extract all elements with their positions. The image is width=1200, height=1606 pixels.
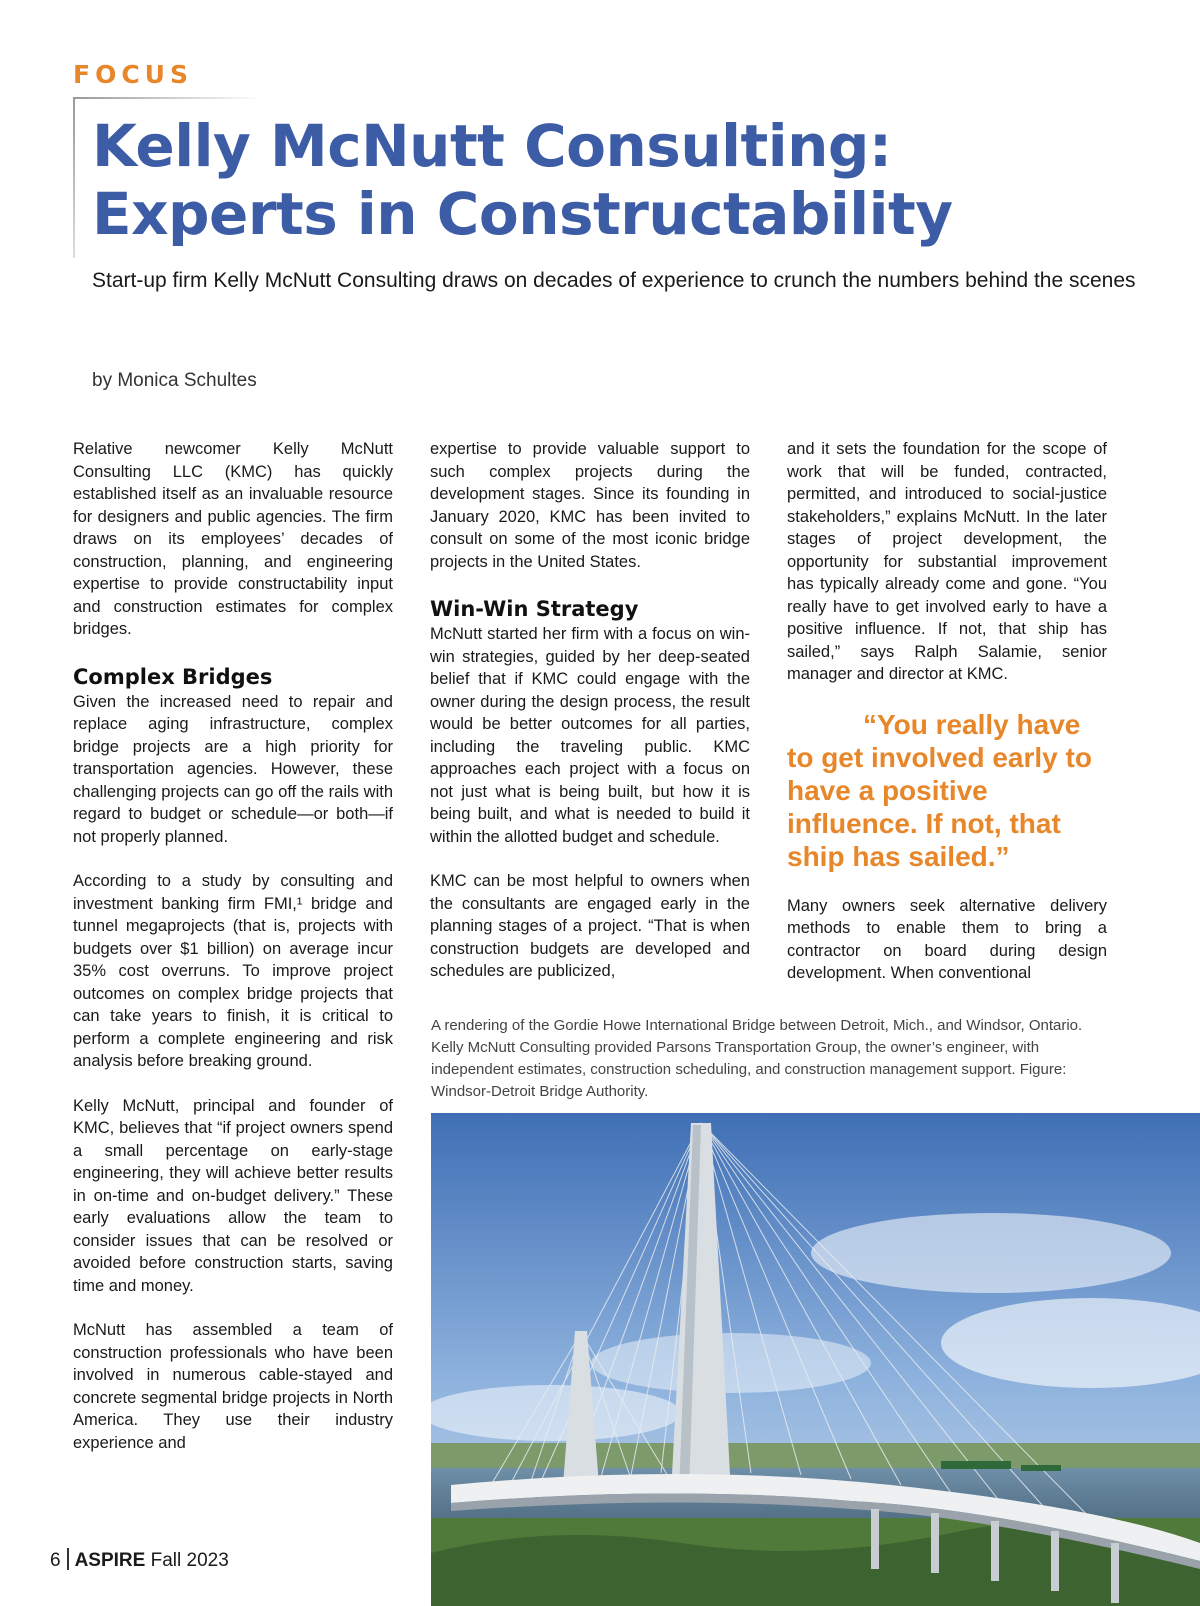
paragraph: KMC can be most helpful to owners when the consultants are engaged early in the planning stages of a project. “That is when construction budgets are developed and schedules are publicized,	[430, 872, 750, 980]
column-2	[430, 438, 750, 1005]
paragraph: and it sets the foundation for the scope of work that will be funded, contracted, permitted, and introduced to social-justice stakeholders,” explains McNutt. In the later stages of project development, the opportunity for substantial improvement has typically already come and gone. “You really have to get involved early to have a positive influence. If not, that ship has sailed,” says Ralph Salamie, senior manager and director at KMC.	[787, 440, 1107, 683]
paragraph: expertise to provide valuable support to such complex projects during the development stages. Since its founding in January 2020, KMC has been invited to consult on some of the most iconic bridge projects in the United States.	[430, 440, 750, 571]
section-heading-win-win-strategy: Win-Win Strategy	[430, 597, 639, 621]
column-1	[73, 438, 393, 1476]
title-rule-vertical	[73, 98, 75, 258]
issue-label: Fall 2023	[150, 1550, 229, 1571]
paragraph: Many owners seek alternative delivery methods to enable them to bring a contractor on board during design development. When conventional	[787, 896, 1107, 982]
byline: by Monica Schultes	[92, 370, 257, 391]
column-3	[787, 438, 1107, 1007]
article-title	[92, 112, 1172, 248]
paragraph: McNutt started her firm with a focus on win-win strategies, guided by her deep-seated belief that if KMC could engage with the owner during the design process, the result would be better outcomes for all parties, including the traveling public. KMC approaches each project with a focus on not just what is being built, but how it is being built, and what is needed to build it within the allotted budget and schedule.	[430, 625, 750, 846]
section-label: FOCUS	[73, 60, 193, 89]
article-deck: Start-up firm Kelly McNutt Consulting draws on decades of experience to crunch the numbers behind the scenes	[92, 269, 1136, 292]
paragraph: Given the increased need to repair and replace aging infrastructure, complex bridge projects are a high priority for transportation agencies. However, these challenging projects can go off the rails with regard to budget or schedule—or both—if not properly planned.	[73, 692, 393, 846]
paragraph: Relative newcomer Kelly McNutt Consulting LLC (KMC) has quickly established itself as an invaluable resource for designers and public agencies. The firm draws on its employees’ decades of construction, planning, and engineering expertise to provide constructability input and construction estimates for complex bridges.	[73, 440, 393, 638]
title-line-2: Experts in Constructability	[92, 180, 953, 248]
page-number: 6	[50, 1550, 61, 1571]
bridge-rendering-image	[431, 1113, 1200, 1606]
figure-caption: A rendering of the Gordie Howe International Bridge between Detroit, Mich., and Windsor, Ontario. Kelly McNutt Consulting provided Parsons Transportation Group, the owner’s engineer, with independent estimates, construction scheduling, and construction management support. Figure: Windsor-Detroit Bridge Authority.	[431, 1017, 1083, 1100]
title-rule-horizontal	[73, 97, 263, 99]
pull-quote: “You really have to get involved early to have a positive influence. If not, that ship has sailed.”	[787, 708, 1092, 872]
section-heading-complex-bridges: Complex Bridges	[73, 664, 273, 689]
paragraph: According to a study by consulting and investment banking firm FMI,¹ bridge and tunnel megaprojects (that is, projects with budgets over $1 billion) on average incur 35% cost overruns. To improve project outcomes on complex bridge projects that can take years to finish, it is critical to perform a complete engineering and risk analysis before breaking ground.	[73, 872, 393, 1070]
footer-divider	[67, 1548, 69, 1570]
paragraph: Kelly McNutt, principal and founder of KMC, believes that “if project owners spend a small percentage on early-stage engineering, they will achieve better results in on-time and on-budget delivery.” These early evaluations allow the team to consider issues that can be resolved or avoided before construction starts, saving time and money.	[73, 1096, 393, 1295]
page-footer	[50, 1548, 229, 1572]
magazine-name: ASPIRE	[74, 1550, 146, 1571]
title-line-1: Kelly McNutt Consulting:	[92, 112, 892, 180]
paragraph: McNutt has assembled a team of construction professionals who have been involved in numerous cable-stayed and concrete segmental bridge projects in North America. They use their industry experience and	[73, 1321, 393, 1452]
